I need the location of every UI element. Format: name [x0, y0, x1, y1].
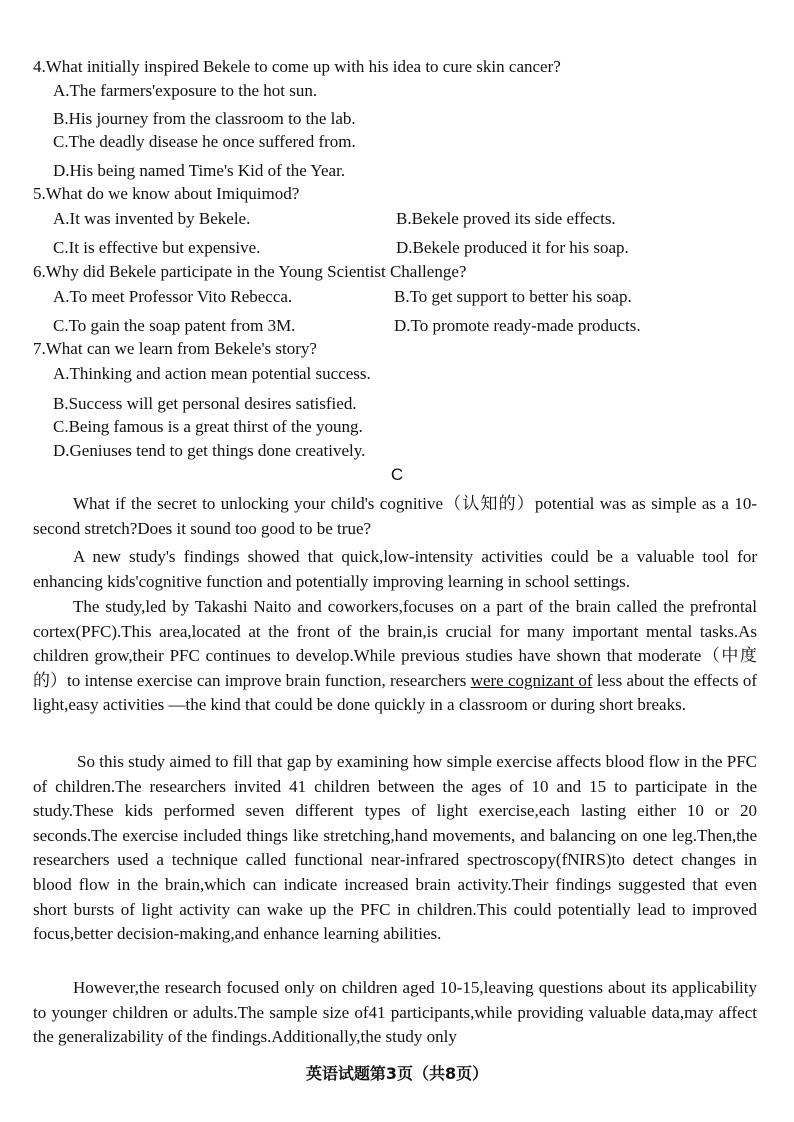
question-5-option-a: A.It was invented by Bekele.	[53, 209, 251, 228]
question-7-option-b: B.Success will get personal desires satisfied.	[53, 394, 357, 413]
question-5-option-c: C.It is effective but expensive.	[53, 238, 261, 257]
passage-paragraph-4: So this study aimed to fill that gap by examining how simple exercise affects blood flow in the PFC of children.The researchers invited 41 children between the ages of 10 and 15 to participate in the study.These kids performed seven different types of light exercise,each lasting either 10 or 20 seconds.The exercise included things like stretching,hand movements, and balancing on one leg.Then,the researchers used a technique called functional near-infrared spectroscopy(fNIRS)to detect changes in blood flow in the brain,which can indicate increased brain activity.Their findings suggested that even short bursts of light activity can wake up the PFC in children.This could potentially lead to improved focus,better decision-making,and enhance learning abilities.	[33, 752, 757, 944]
question-7-option-a: A.Thinking and action mean potential success.	[53, 364, 371, 383]
question-7-option-c: C.Being famous is a great thirst of the young.	[53, 417, 363, 436]
question-6-option-d: D.To promote ready-made products.	[394, 316, 641, 335]
passage-paragraph-2: A new study's findings showed that quick,low-intensity activities could be a valuable tool for enhancing kids'cognitive function and potentially improving learning in school settings.	[33, 547, 757, 591]
paragraph-3-text-a: The study,led by Takashi Naito and coworkers,focuses on a part of the brain called the prefrontal cortex(PFC).This area,located at the front of the brain,is crucial for many important mental tasks.As children grow,their PFC continues to develop.While previous studies have shown that moderate（中度的）to intense exercise can improve brain function, researchers	[33, 597, 757, 690]
question-5-option-d: D.Bekele produced it for his soap.	[396, 238, 629, 257]
question-5-option-b: B.Bekele proved its side effects.	[396, 209, 616, 228]
page-footer: 英语试题第3页（共8页）	[305, 1064, 489, 1083]
underlined-phrase: were cognizant of	[470, 670, 593, 690]
question-5-stem: 5.What do we know about Imiquimod?	[33, 184, 300, 203]
question-6-option-c: C.To gain the soap patent from 3M.	[53, 316, 296, 335]
question-4-option-d: D.His being named Time's Kid of the Year.	[53, 161, 346, 180]
question-4-option-c: C.The deadly disease he once suffered from.	[53, 132, 356, 151]
passage-paragraph-5: However,the research focused only on children aged 10-15,leaving questions about its applicability to younger children or adults.The sample size of41 participants,while providing valuable data,may affect the generalizability of the findings.Additionally,the study only	[33, 978, 757, 1047]
question-4-option-a: A.The farmers'exposure to the hot sun.	[53, 81, 318, 100]
question-4-option-b: B.His journey from the classroom to the lab.	[53, 109, 356, 128]
paragraph-3-text-b: less about the effects of light,easy activities —the kind that could be done quickly in a classroom or during short breaks.	[33, 670, 757, 715]
question-6-option-a: A.To meet Professor Vito Rebecca.	[53, 287, 293, 306]
question-4-stem: 4.What initially inspired Bekele to come up with his idea to cure skin cancer?	[33, 57, 561, 76]
question-6-option-b: B.To get support to better his soap.	[394, 287, 632, 306]
question-7-stem: 7.What can we learn from Bekele's story?	[33, 339, 317, 358]
question-6-stem: 6.Why did Bekele participate in the Young Scientist Challenge?	[33, 262, 467, 281]
passage-paragraph-3	[33, 595, 757, 718]
section-label: C	[390, 465, 404, 484]
question-7-option-d: D.Geniuses tend to get things done creatively.	[53, 441, 366, 460]
passage-paragraph-1: What if the secret to unlocking your child's cognitive（认知的）potential was as simple as a 10-second stretch?Does it sound too good to be true?	[33, 494, 757, 538]
